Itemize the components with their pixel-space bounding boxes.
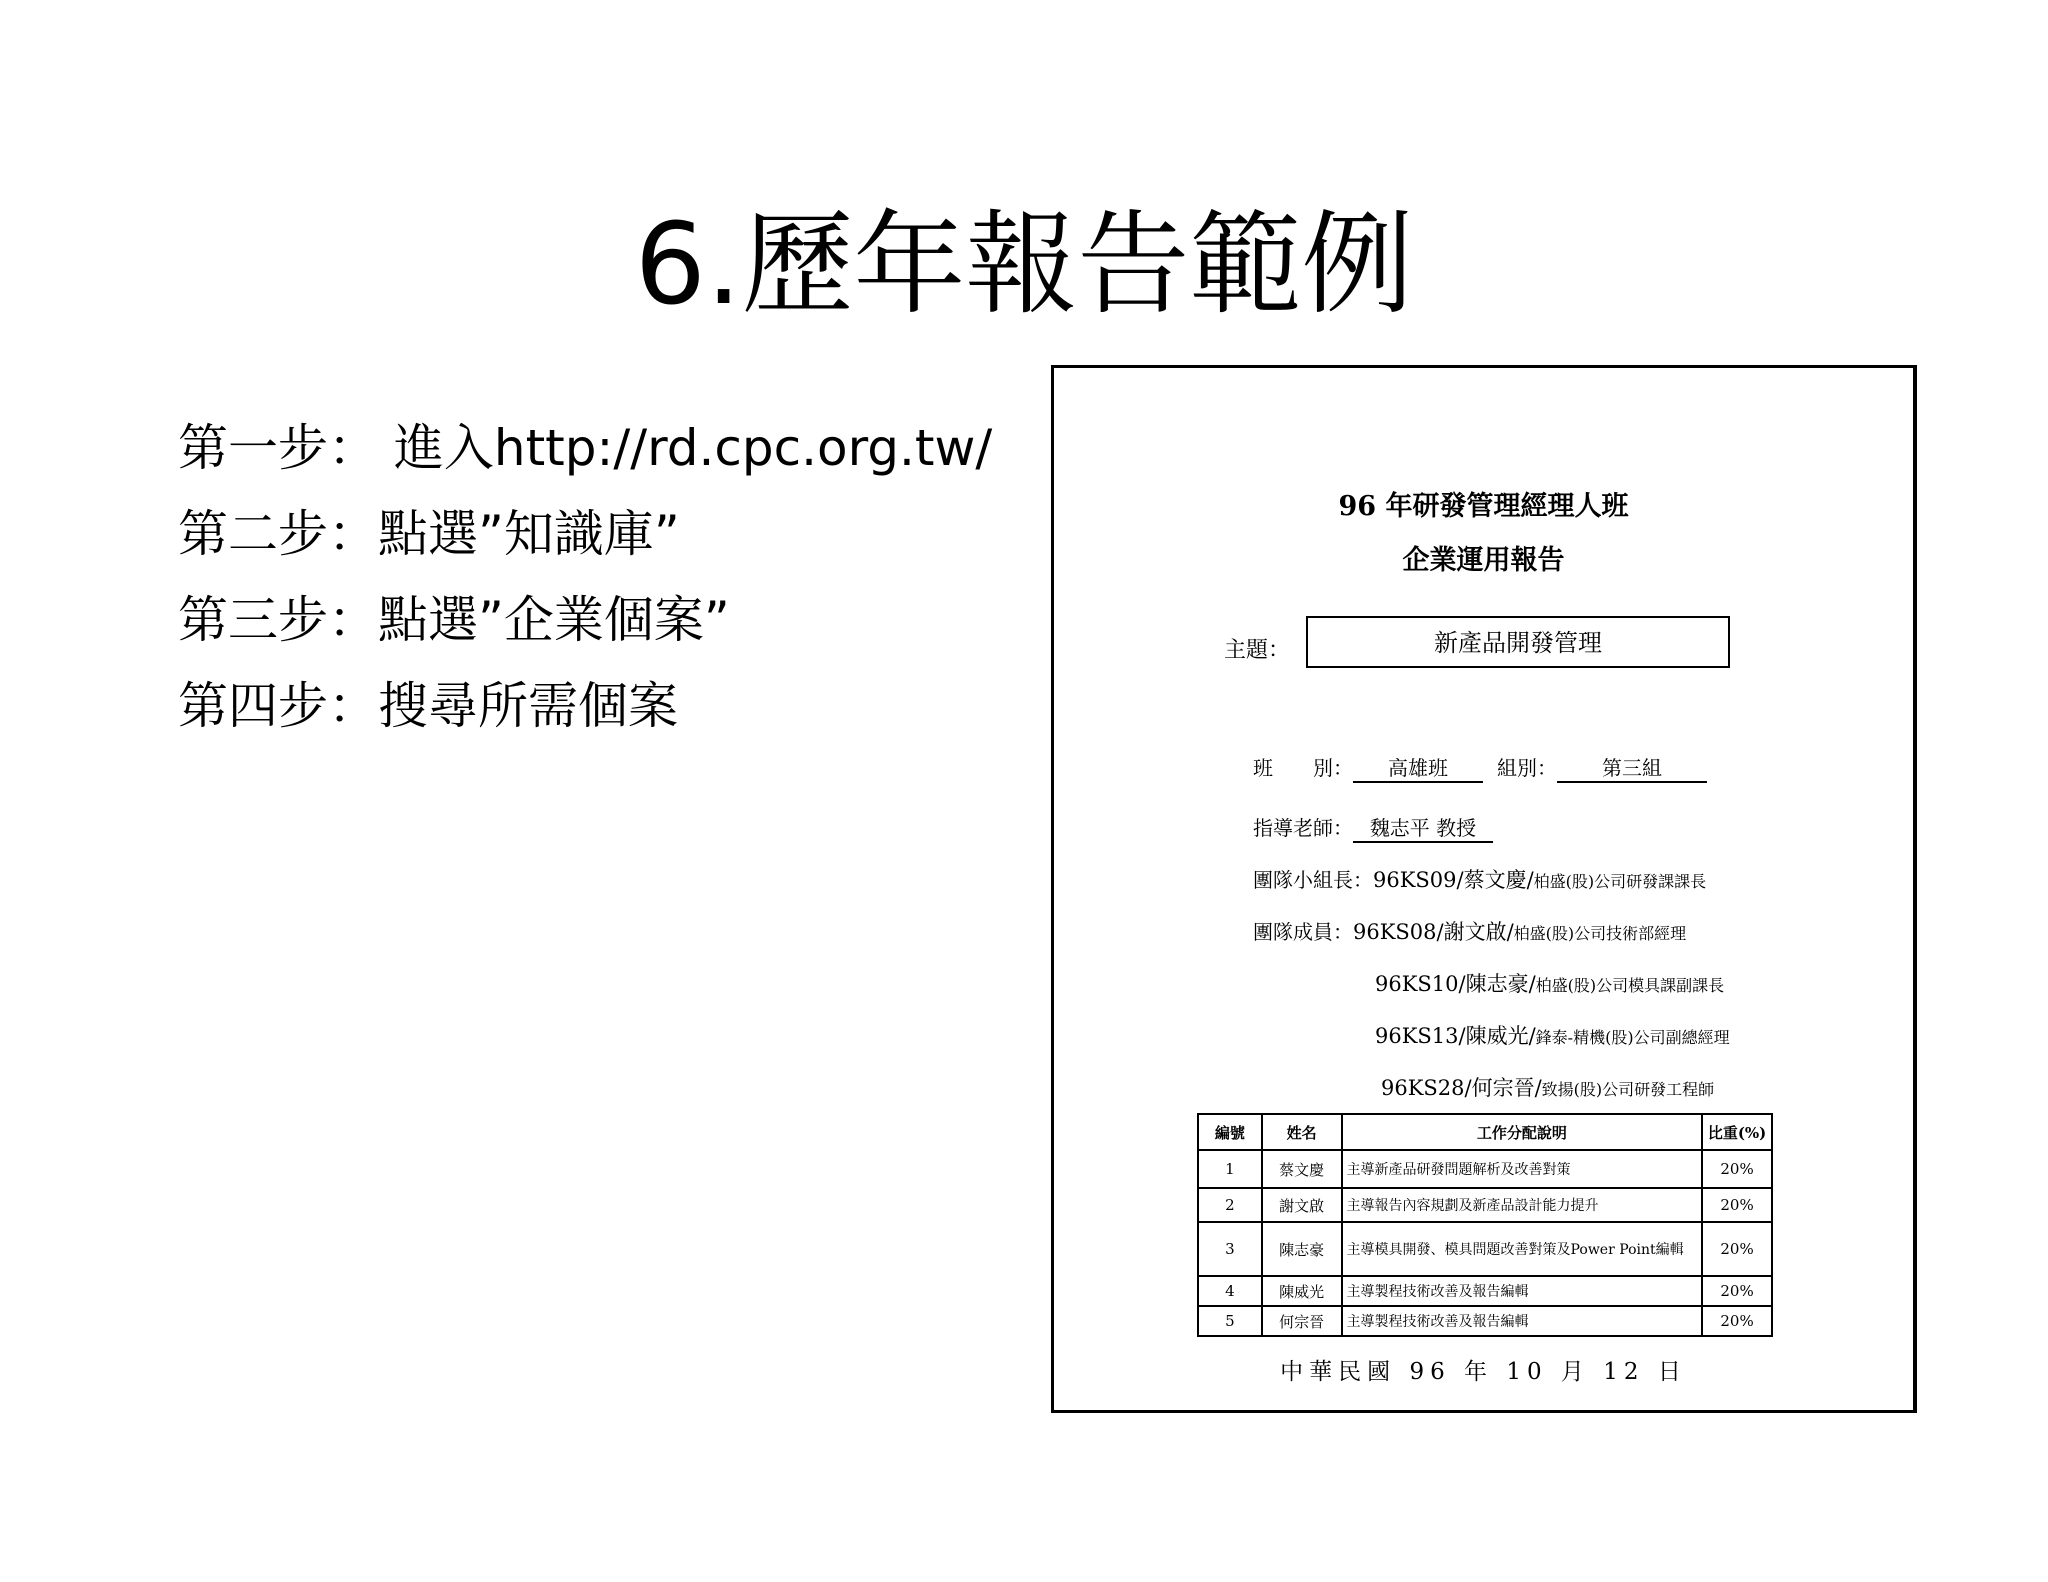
class-label: 班 別： (1253, 756, 1353, 780)
cell-task: 主導製程技術改善及報告編輯 (1342, 1306, 1703, 1336)
table-row (1198, 1306, 1772, 1336)
advisor-value: 魏志平 教授 (1353, 812, 1493, 843)
steps-list (178, 418, 992, 762)
step-1: 第一步： 進入http://rd.cpc.org.tw/ (178, 419, 993, 477)
cell-number: 4 (1198, 1276, 1262, 1306)
col-header-weight: 比重(%) (1702, 1114, 1772, 1150)
report-subtitle: 企業運用報告 (1402, 545, 1565, 576)
cell-name: 陳威光 (1262, 1276, 1342, 1306)
cell-task: 主導模具開發、模具問題改善對策及Power Point編輯 (1342, 1222, 1703, 1276)
member-org: 柏盛(股)公司技術部經理 (1513, 924, 1687, 943)
members-label: 團隊成員： (1253, 920, 1353, 944)
report-document-image (1051, 365, 1917, 1413)
work-allocation-table (1197, 1113, 1773, 1337)
advisor-row (1253, 812, 1493, 843)
cell-task: 主導新產品研發問題解析及改善對策 (1342, 1150, 1703, 1188)
cell-name: 陳志豪 (1262, 1222, 1342, 1276)
table-header-row (1198, 1114, 1772, 1150)
leader-name: 蔡文慶/ (1463, 868, 1534, 892)
step-4: 第四步：搜尋所需個案 (178, 677, 678, 735)
member-name: 陳志豪/ (1465, 972, 1536, 996)
cell-number: 1 (1198, 1150, 1262, 1188)
cell-task: 主導報告內容規劃及新產品設計能力提升 (1342, 1188, 1703, 1222)
member-org: 鋒泰-精機(股)公司副總經理 (1535, 1028, 1730, 1047)
report-date: 中華民國 96 年 10 月 12 日 (1280, 1359, 1687, 1385)
member-org: 柏盛(股)公司模具課副課長 (1535, 976, 1725, 995)
cell-task: 主導製程技術改善及報告編輯 (1342, 1276, 1703, 1306)
cell-name: 謝文啟 (1262, 1188, 1342, 1222)
cell-weight: 20% (1702, 1150, 1772, 1188)
slide-title: 6.歷年報告範例 (634, 200, 1414, 330)
advisor-label: 指導老師： (1253, 816, 1353, 840)
members-row-4 (1381, 1072, 1714, 1102)
col-header-number: 編號 (1198, 1114, 1262, 1150)
table-row (1198, 1188, 1772, 1222)
group-value: 第三組 (1557, 752, 1707, 783)
cell-weight: 20% (1702, 1222, 1772, 1276)
members-row-1 (1253, 916, 1686, 946)
cell-number: 5 (1198, 1306, 1262, 1336)
member-name: 陳威光/ (1465, 1024, 1536, 1048)
member-code: 96KS28/ (1381, 1076, 1472, 1100)
col-header-name: 姓名 (1262, 1114, 1342, 1150)
members-row-2 (1375, 968, 1724, 998)
member-name: 何宗晉/ (1471, 1076, 1542, 1100)
leader-row (1253, 864, 1706, 894)
table-row (1198, 1276, 1772, 1306)
member-name: 謝文啟/ (1443, 920, 1514, 944)
group-label: 組別： (1497, 756, 1557, 780)
cell-weight: 20% (1702, 1306, 1772, 1336)
cell-number: 2 (1198, 1188, 1262, 1222)
class-row (1253, 752, 1707, 783)
cell-weight: 20% (1702, 1276, 1772, 1306)
table-row (1198, 1150, 1772, 1188)
step-3: 第三步：點選”企業個案” (178, 591, 730, 649)
leader-code: 96KS09/ (1373, 868, 1464, 892)
member-code: 96KS10/ (1375, 972, 1466, 996)
cell-name: 蔡文慶 (1262, 1150, 1342, 1188)
member-org: 致揚(股)公司研發工程師 (1541, 1080, 1715, 1099)
member-code: 96KS08/ (1353, 920, 1444, 944)
cell-name: 何宗晉 (1262, 1306, 1342, 1336)
class-value: 高雄班 (1353, 752, 1483, 783)
cell-number: 3 (1198, 1222, 1262, 1276)
topic-label: 主題： (1224, 638, 1291, 663)
report-title: 96 年研發管理經理人班 (1338, 491, 1629, 522)
topic-box: 新產品開發管理 (1306, 616, 1730, 668)
member-code: 96KS13/ (1375, 1024, 1466, 1048)
step-2: 第二步：點選”知識庫” (178, 505, 680, 563)
leader-label: 團隊小組長： (1253, 868, 1373, 892)
col-header-task: 工作分配說明 (1342, 1114, 1703, 1150)
table-row (1198, 1222, 1772, 1276)
members-row-3 (1375, 1020, 1730, 1050)
cell-weight: 20% (1702, 1188, 1772, 1222)
leader-org: 柏盛(股)公司研發課課長 (1533, 872, 1707, 891)
